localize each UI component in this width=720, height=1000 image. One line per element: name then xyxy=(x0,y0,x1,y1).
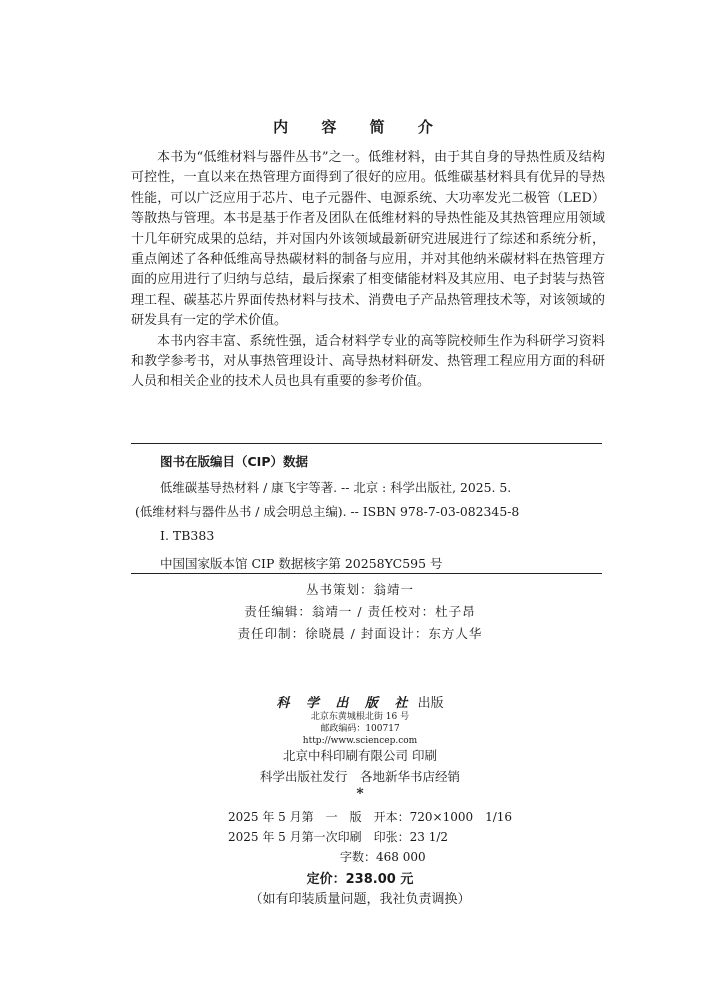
publisher-line xyxy=(0,692,720,711)
cip-record-line-2: (低维材料与器件丛书 / 成会明总主编). -- ISBN 978-7-03-082345-8 xyxy=(135,504,520,519)
printing-sheets: 2025 年 5 月第一次印刷 印张：23 1/2 xyxy=(228,830,449,844)
edition-format: 2025 年 5 月第 一 版 开本：720×1000 1/16 xyxy=(228,810,513,824)
cip-data-number: 中国国家版本馆 CIP 数据核字第 20258YC595 号 xyxy=(160,556,443,571)
series-planner: 丛书策划：翁靖一 xyxy=(305,582,414,597)
publisher-name: 科 学 出 版 社 xyxy=(276,696,414,711)
content-summary-heading: 内 容 简 介 xyxy=(273,118,447,136)
summary-paragraph-2: 本书内容丰富、系统性强，适合材料学专业的高等院校师生作为科研学习资料和教学参考书，对从事热管理设计、高导热材料研发、热管理工程应用方面的科研人员和相关企业的技术人员也具有重要的参考价值。 xyxy=(131,333,605,390)
cip-record-line-1: 低维碳基导热材料 / 康飞宇等著. -- 北京 : 科学出版社, 2025. 5. xyxy=(160,480,512,495)
editor-proofreader: 责任编辑：翁靖一 / 责任校对：杜子昂 xyxy=(244,604,476,619)
word-count: 字数：468 000 xyxy=(340,850,426,864)
publisher-postcode: 邮政编码：100717 xyxy=(320,724,400,734)
price: 定价：238.00 元 xyxy=(306,872,414,887)
cip-classification: Ⅰ. TB383 xyxy=(160,528,215,543)
quality-notice: （如有印装质量问题，我社负责调换） xyxy=(249,892,471,907)
separator-star: * xyxy=(356,786,364,802)
printer: 北京中科印刷有限公司 印刷 xyxy=(283,748,437,763)
publisher-address: 北京东黄城根北街 16 号 xyxy=(310,712,410,722)
cip-bottom-rule xyxy=(131,573,602,574)
content-summary xyxy=(131,148,605,393)
summary-paragraph-1: 本书为“低维材料与器件丛书”之一。低维材料，由于其自身的导热性质及结构可控性，一直以来在热管理方面得到了很好的应用。低维碳基材料具有优异的导热性能，可以广泛应用于芯片、电子元器件、电源系统、大功率发光二极管（LED）等散热与管理。本书是基于作者及团队在低维材料的导热性能及其热管理应用领域十几年研究成果的总结，并对国内外该领域最新研究进展进行了综述和系统分析，重点阐述了各种低维高导热碳材料的制备与应用，并对其他纳米碳材料在热管理方面的应用进行了归纳与总结，最后探索了相变储能材料及其应用、电子封装与热管理工程、碳基芯片界面传热材料与技术、消费电子产品热管理技术等，对该领域的研发具有一定的学术价值。 xyxy=(131,150,605,329)
publisher-suffix: 出版 xyxy=(417,696,444,711)
cip-top-rule xyxy=(131,443,602,444)
cip-title: 图书在版编目（CIP）数据 xyxy=(160,454,308,469)
printing-cover-design: 责任印制：徐晓晨 / 封面设计：东方人华 xyxy=(237,626,483,641)
publisher-website: http://www.sciencep.com xyxy=(302,736,418,746)
distribution: 科学出版社发行 各地新华书店经销 xyxy=(259,769,460,784)
